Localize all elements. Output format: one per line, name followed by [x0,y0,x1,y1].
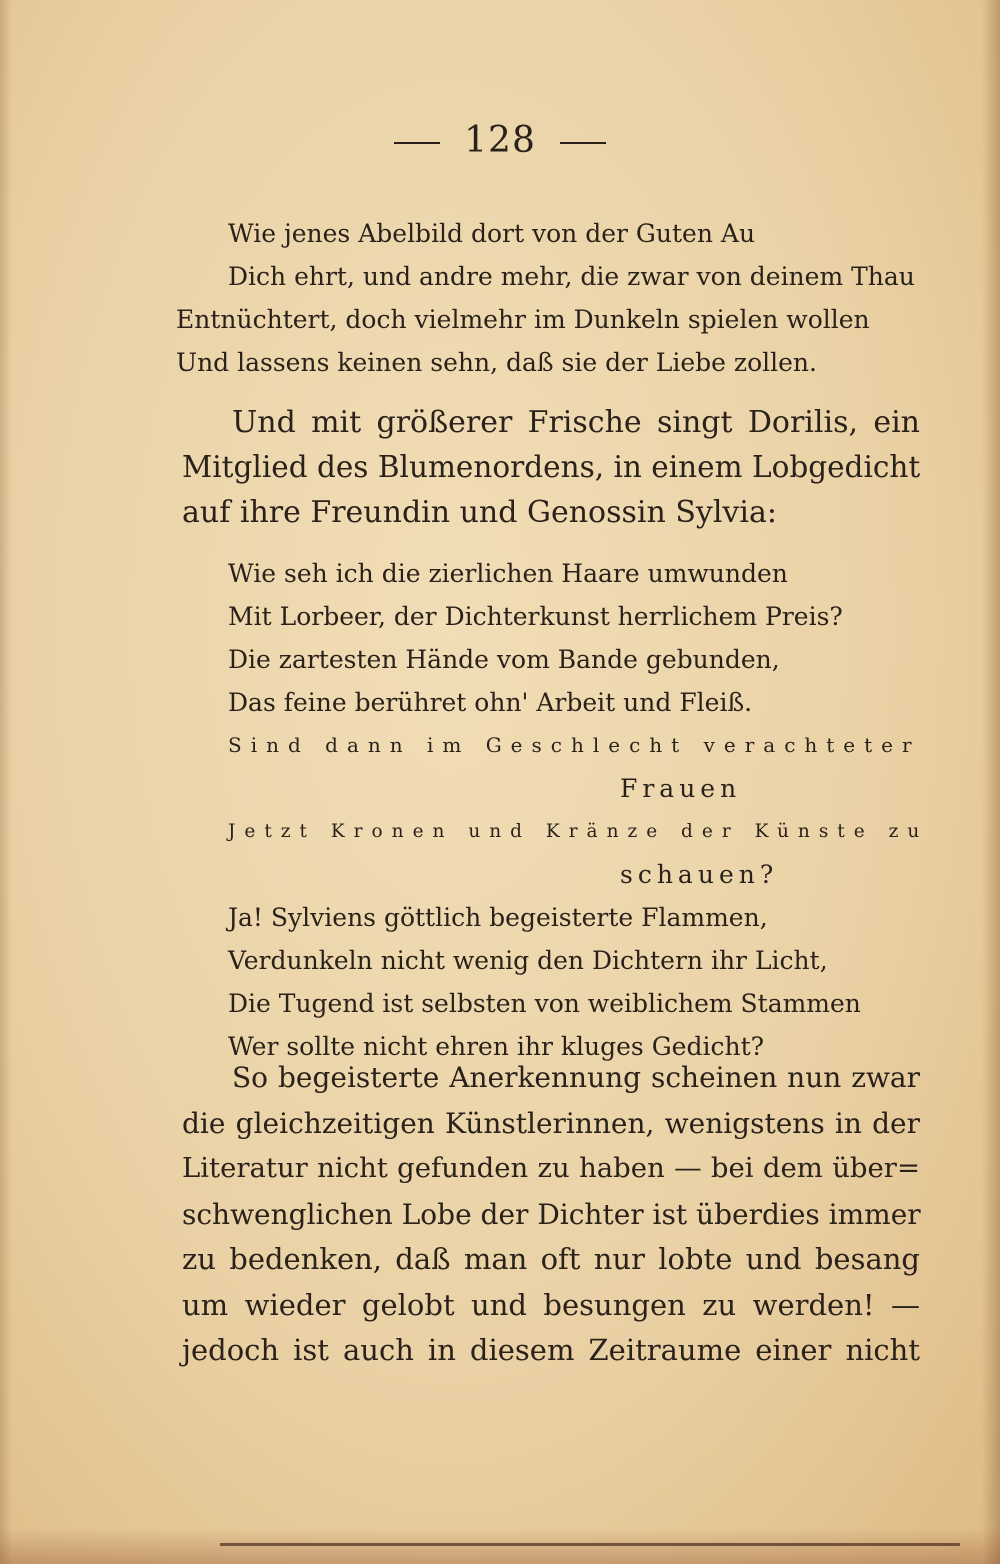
page-edge-shadow-left [0,0,12,1564]
page-number: 128 [464,120,536,161]
prose-line: schwenglichen Lobe der Dichter ist überdies immer [182,1197,921,1231]
verse-line: Dich ehrt, und andre mehr, die zwar von deinem Thau [228,262,915,291]
verse-line: Die zartesten Hände vom Bande gebunden, [228,645,780,674]
verse-line: Wie jenes Abelbild dort von der Guten Au [228,219,756,248]
prose-line: Literatur nicht gefunden zu haben — bei dem über= [182,1152,920,1184]
verse-line: Entnüchtert, doch vielmehr im Dunkeln spielen wollen [176,305,870,334]
verse-line: Jetzt Kronen und Kränze der Künste zu [228,821,929,842]
prose-line: So begeisterte Anerkennung scheinen nun zwar [232,1061,920,1094]
verse-line: Wer sollte nicht ehren ihr kluges Gedicht? [228,1032,765,1061]
verse-line: Und lassens keinen sehn, daß sie der Liebe zollen. [176,348,817,377]
prose-line: auf ihre Freundin und Genossin Sylvia: [182,495,777,530]
prose-line: zu bedenken, daß man oft nur lobte und besang [182,1242,920,1276]
prose-line: die gleichzeitigen Künstlerinnen, wenigstens in der [182,1106,920,1140]
page-bottom-shadow [0,1528,1000,1564]
verse-block-1 [176,212,928,384]
verse-block-2 [228,552,928,1068]
prose-line: um wieder gelobt und besungen zu werden! — [182,1287,920,1322]
prose-line: Mitglied des Blumenordens, in einem Lobgedicht [182,450,921,484]
verse-line: Mit Lorbeer, der Dichterkunst herrlichem Preis? [228,602,843,631]
page-number-dash-right [560,142,606,144]
verse-line: Sind dann im Geschlecht verachteter [228,733,921,757]
page-number-header [0,120,1000,161]
verse-line: Wie seh ich die zierlichen Haare umwunden [228,559,788,588]
page-number-dash-left [394,142,440,144]
verse-line: Die Tugend ist selbsten von weiblichem Stammen [228,989,861,1018]
verse-line: Ja! Sylviens göttlich begeisterte Flammen, [228,903,768,932]
verse-line-continuation: Frauen [620,774,742,803]
prose-line: jedoch ist auch in diesem Zeitraume einer nicht [182,1333,920,1367]
bottom-binding-rule [220,1543,960,1546]
prose-line: Und mit größerer Frische singt Dorilis, ein [232,405,920,440]
prose-paragraph-2 [182,1055,920,1374]
verse-line: Verdunkeln nicht wenig den Dichtern ihr Licht, [228,946,828,975]
page-edge-shadow-right [982,0,1000,1564]
prose-paragraph-1 [182,400,920,535]
verse-line: Das feine berühret ohn' Arbeit und Fleiß. [228,688,753,717]
verse-line-continuation: schauen? [620,860,779,889]
